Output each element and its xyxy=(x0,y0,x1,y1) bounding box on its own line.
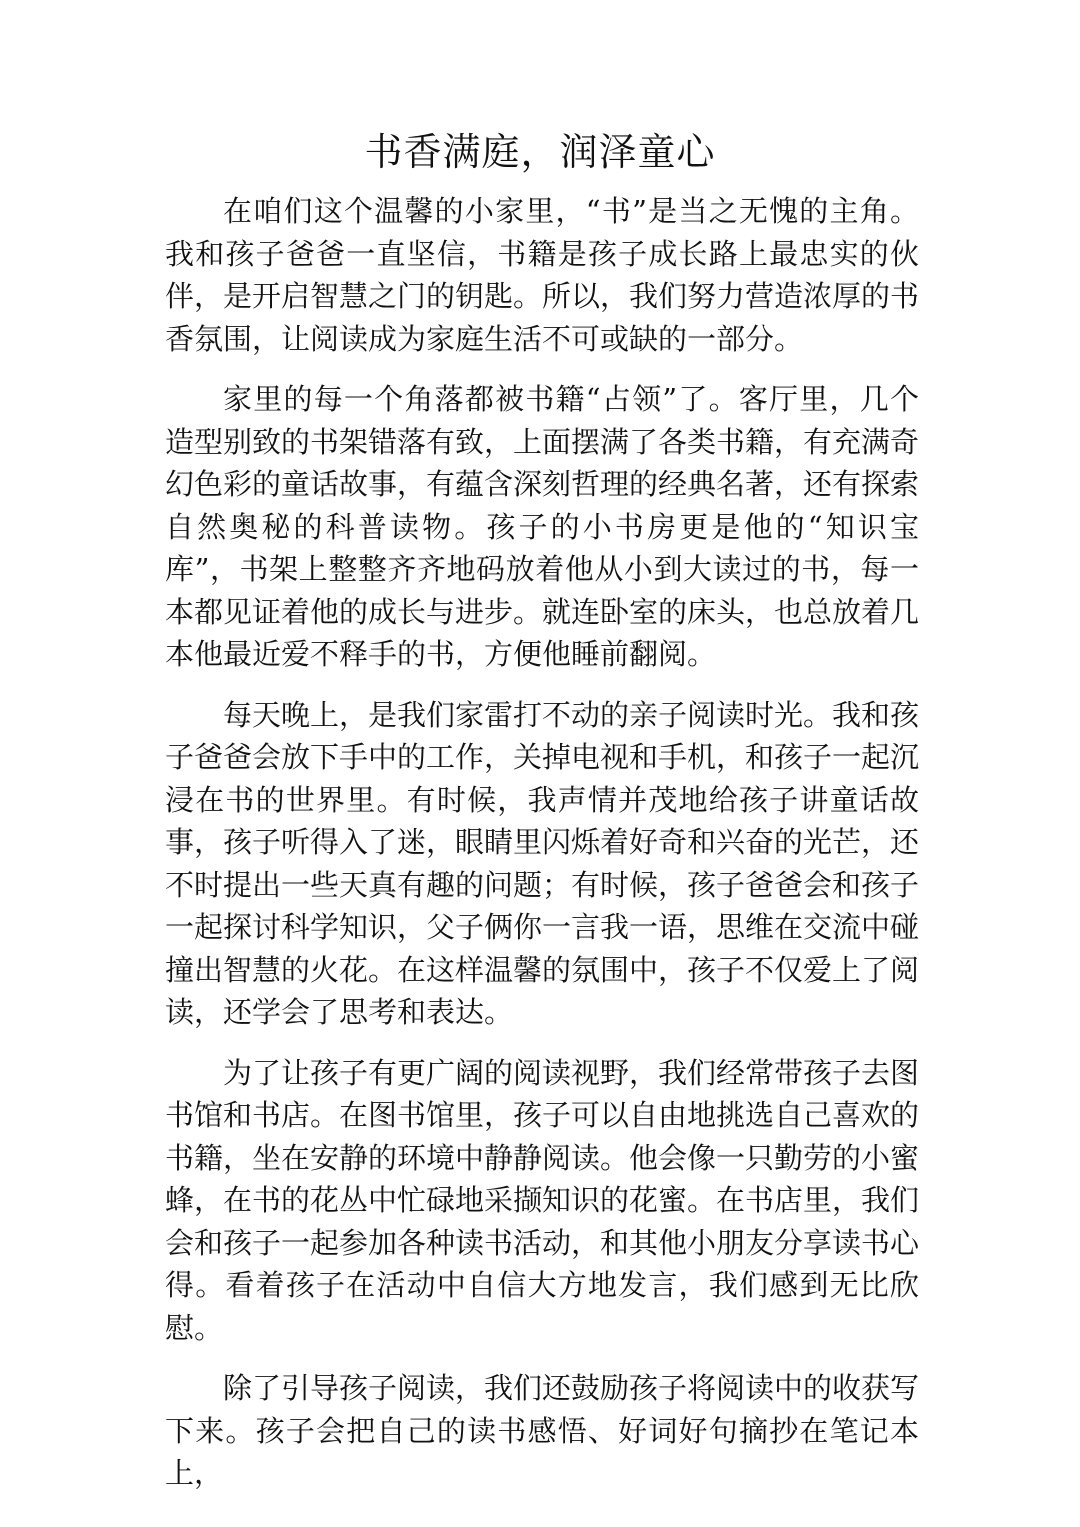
paragraph-1: 在咱们这个温馨的小家里，“书”是当之无愧的主角。我和孩子爸爸一直坚信，书籍是孩子成长路上最忠实的伙伴，是开启智慧之门的钥匙。所以，我们努力营造浓厚的书香氛围，让阅读成为家庭生活不可或缺的一部分。 xyxy=(165,194,920,356)
paragraph-4: 为了让孩子有更广阔的阅读视野，我们经常带孩子去图书馆和书店。在图书馆里，孩子可以自由地挑选自己喜欢的书籍，坐在安静的环境中静静阅读。他会像一只勤劳的小蜜蜂，在书的花丛中忙碌地采撷知识的花蜜。在书店里，我们会和孩子一起参加各种读书活动，和其他小朋友分享读书心得。看着孩子在活动中自信大方地发言，我们感到无比欣慰。 xyxy=(165,1055,920,1345)
paragraph-2: 家里的每一个角落都被书籍“占领”了。客厅里，几个造型别致的书架错落有致，上面摆满了各类书籍，有充满奇幻色彩的童话故事，有蕴含深刻哲理的经典名著，还有探索自然奥秘的科普读物。孩子的小书房更是他的“知识宝库”，书架上整整齐齐地码放着他从小到大读过的书，每一本都见证着他的成长与进步。就连卧室的床头，也总放着几本他最近爱不释手的书，方便他睡前翻阅。 xyxy=(165,382,920,671)
paragraph-5: 除了引导孩子阅读，我们还鼓励孩子将阅读中的收获写下来。孩子会把自己的读书感悟、好词好句摘抄在笔记本上， xyxy=(165,1371,920,1490)
paragraph-3: 每天晚上，是我们家雷打不动的亲子阅读时光。我和孩子爸爸会放下手中的工作，关掉电视和手机，和孩子一起沉浸在书的世界里。有时候，我声情并茂地给孩子讲童话故事，孩子听得入了迷，眼睛里闪烁着好奇和兴奋的光芒，还不时提出一些天真有趣的问题；有时候，孩子爸爸会和孩子一起探讨科学知识，父子俩你一言我一语，思维在交流中碰撞出智慧的火花。在这样温馨的氛围中，孩子不仅爱上了阅读，还学会了思考和表达。 xyxy=(165,697,920,1029)
document-body xyxy=(165,190,919,1495)
document-title: 书香满庭，润泽童心 xyxy=(364,130,716,174)
